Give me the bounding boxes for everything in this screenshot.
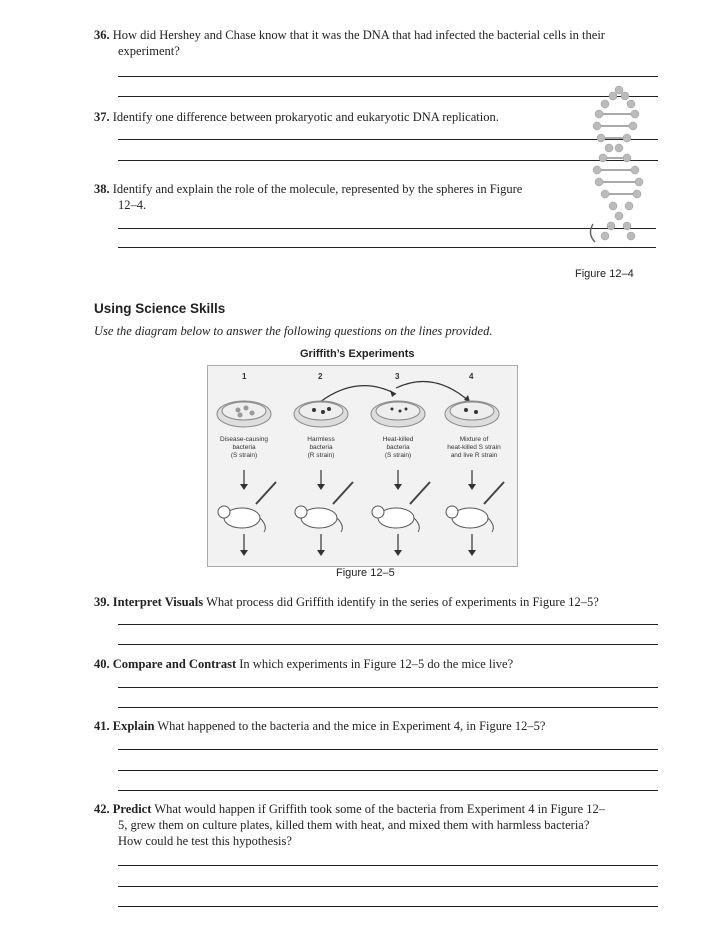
experiment-1-number: 1 — [242, 372, 247, 381]
experiment-3-number: 3 — [395, 372, 400, 381]
experiment-1-label: Disease-causing bacteria (S strain) — [219, 436, 269, 459]
question-text-cont: 5, grew them on culture plates, killed them with heat, and mixed them with harmless bacteria? — [118, 818, 590, 832]
answer-line[interactable] — [118, 228, 656, 229]
question-number: 37. — [94, 110, 110, 124]
question-text-cont: 12–4. — [118, 198, 147, 212]
question-number: 41. — [94, 719, 110, 733]
answer-line[interactable] — [118, 687, 658, 688]
answer-line[interactable] — [118, 770, 658, 771]
question-text-cont: experiment? — [118, 44, 180, 58]
question-text: What would happen if Griffith took some of the bacteria from Experiment 4 in Figure 12– — [154, 802, 606, 816]
figure-12-5-title: Griffith’s Experiments — [300, 348, 415, 360]
question-skill-label: Explain — [112, 719, 155, 733]
question-text: Identify and explain the role of the molecule, represented by the spheres in Figure — [112, 182, 523, 196]
experiment-4-number: 4 — [469, 372, 474, 381]
answer-line[interactable] — [118, 644, 658, 645]
experiment-illustration — [208, 366, 517, 566]
section-instruction: Use the diagram below to answer the following questions on the lines provided. — [94, 324, 493, 338]
figure-12-5-caption: Figure 12–5 — [336, 567, 395, 579]
question-skill-label: Predict — [112, 802, 152, 816]
experiment-4-label: Mixture of heat-killed S strain and live R strain — [447, 436, 501, 459]
answer-line[interactable] — [118, 749, 658, 750]
question-text: In which experiments in Figure 12–5 do the mice live? — [239, 657, 514, 671]
question-number: 36. — [94, 28, 110, 42]
griffith-experiment-diagram — [207, 365, 518, 567]
question-text-cont: How could he test this hypothesis? — [118, 834, 292, 848]
question-40 — [94, 656, 513, 672]
figure-12-4-caption: Figure 12–4 — [575, 268, 634, 280]
answer-line[interactable] — [118, 247, 656, 248]
dna-double-helix-image — [583, 84, 655, 246]
question-37 — [94, 109, 499, 125]
question-text: What happened to the bacteria and the mice in Experiment 4, in Figure 12–5? — [157, 719, 546, 733]
question-36 — [94, 27, 605, 59]
question-skill-label: Interpret Visuals — [112, 595, 204, 609]
answer-line[interactable] — [118, 886, 658, 887]
answer-line[interactable] — [118, 76, 658, 77]
answer-line[interactable] — [118, 790, 658, 791]
question-number: 42. — [94, 802, 110, 816]
question-skill-label: Compare and Contrast — [112, 657, 237, 671]
answer-line[interactable] — [118, 865, 658, 866]
answer-line[interactable] — [118, 906, 658, 907]
experiment-2-label: Harmless bacteria (R strain) — [307, 436, 335, 459]
question-41 — [94, 718, 545, 734]
experiment-2-number: 2 — [318, 372, 323, 381]
question-text: How did Hershey and Chase know that it was the DNA that had infected the bacterial cells in their — [112, 28, 605, 42]
answer-line[interactable] — [118, 139, 658, 140]
answer-line[interactable] — [118, 707, 658, 708]
section-heading: Using Science Skills — [94, 301, 226, 316]
question-42 — [94, 801, 605, 849]
question-39 — [94, 594, 599, 610]
question-number: 40. — [94, 657, 110, 671]
question-number: 39. — [94, 595, 110, 609]
question-38 — [94, 181, 522, 213]
answer-line[interactable] — [118, 96, 658, 97]
answer-line[interactable] — [118, 624, 658, 625]
question-text: What process did Griffith identify in the series of experiments in Figure 12–5? — [206, 595, 599, 609]
question-number: 38. — [94, 182, 110, 196]
experiment-3-label: Heat-killed bacteria (S strain) — [382, 436, 414, 459]
answer-line[interactable] — [118, 160, 658, 161]
question-text: Identify one difference between prokaryotic and eukaryotic DNA replication. — [112, 110, 499, 124]
